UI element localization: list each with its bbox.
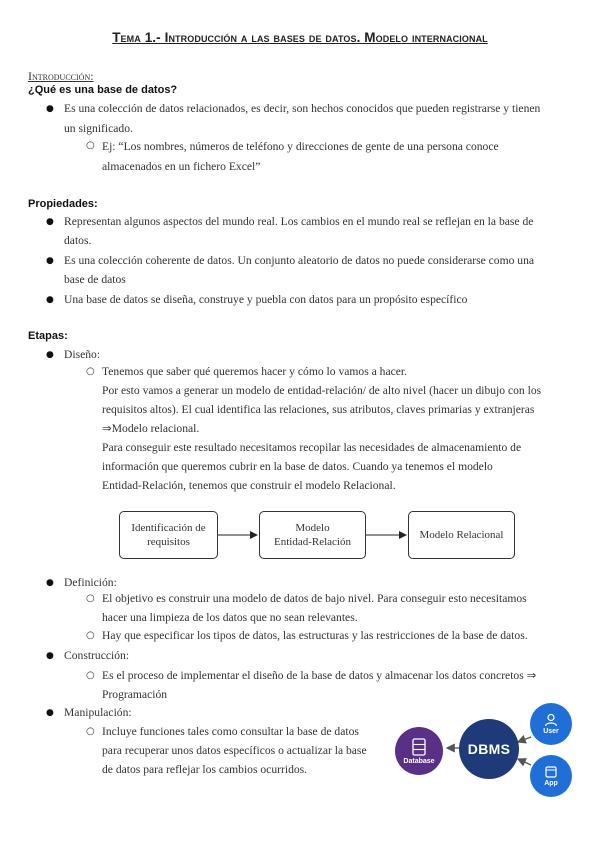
bullet-dot: ● — [46, 350, 54, 360]
box1-line1: Identificación de — [131, 522, 206, 534]
box2-line1: Modelo — [295, 522, 330, 534]
box2-line2: Entidad-Relación — [274, 536, 351, 548]
circle-bullet: ○ — [86, 726, 95, 737]
construccion-label: Construcción: — [64, 649, 130, 662]
app-label: App — [544, 780, 558, 787]
database-label: Database — [403, 757, 435, 765]
bullet-dot: ● — [46, 651, 54, 661]
bullet-dot: ● — [46, 708, 54, 718]
construccion-s1-line2: Programación — [102, 688, 168, 701]
definicion-s2: Hay que especificar los tipos de datos, las estructuras y las restricciones de la base de datos. — [102, 629, 528, 642]
etapas-heading: Etapas: — [28, 330, 68, 342]
diseno-label: Diseño: — [64, 348, 101, 361]
app-to-dbms-arrow — [518, 759, 531, 765]
app-node — [530, 755, 572, 797]
intro-bullet-line1: Es una colección de datos relacionados, es decir, son hechos conocidos que pueden registrarse y tienen — [64, 102, 541, 115]
diseno-line: información que queremos cubrir en la base de datos. Cuando ya tenemos el modelo — [102, 460, 493, 473]
props-b1-line2: datos. — [64, 234, 92, 247]
app-icon — [544, 765, 558, 779]
intro-heading: Introducción: — [28, 69, 94, 83]
page-title: Tema 1.- Introducción a las bases de datos. Modelo internacional — [112, 30, 488, 45]
intro-sub-line1: Ej: “Los nombres, números de teléfono y direcciones de gente de una persona conoce — [102, 140, 499, 153]
diseno-line: Entidad-Relación, tenemos que construir el modelo Relacional. — [102, 479, 396, 492]
circle-bullet: ○ — [86, 366, 95, 377]
manipulacion-s1-line1: Incluye funciones tales como consultar la base de datos — [102, 725, 359, 738]
props-b3: Una base de datos se diseña, construye y puebla con datos para un propósito específico — [64, 293, 468, 306]
props-heading: Propiedades: — [28, 198, 98, 210]
intro-bullet-line2: un significado. — [64, 122, 133, 135]
manipulacion-label: Manipulación: — [64, 706, 132, 719]
definicion-s1-line2: hacer una limpieza de los datos que no sean relevantes. — [102, 611, 358, 624]
circle-bullet: ○ — [86, 593, 95, 604]
diseno-line: Por esto vamos a generar un modelo de entidad-relación/ de alto nivel (hacer un dibujo con los — [102, 384, 542, 397]
box3-label: Modelo Relacional — [419, 529, 504, 541]
diseno-line: requisitos altos). El cual identifica las relaciones, sus atributos, claves primarias y extranjeras — [102, 403, 535, 416]
diseno-line: ⇒Modelo relacional. — [102, 422, 200, 435]
bullet-dot: ● — [46, 104, 54, 114]
bullet-dot: ● — [46, 217, 54, 227]
intro-question: ¿Qué es una base de datos? — [28, 84, 178, 96]
manipulacion-s1-line2: para recuperar unos datos específicos o actualizar la base — [102, 744, 367, 757]
props-b2-line2: base de datos — [64, 273, 126, 286]
circle-bullet: ○ — [86, 630, 95, 641]
diseno-line: Para conseguir este resultado necesitamos recopilar las necesidades de almacenamiento de — [102, 441, 522, 454]
database-icon — [411, 738, 427, 756]
bullet-dot: ● — [46, 578, 54, 588]
props-b1-line1: Representan algunos aspectos del mundo real. Los cambios en el mundo real se reflejan en la base de — [64, 215, 534, 228]
database-node — [395, 727, 443, 775]
bullet-dot: ● — [46, 256, 54, 266]
dbms-label: DBMS — [467, 741, 511, 757]
dbms-node — [459, 719, 519, 779]
bullet-dot: ● — [46, 295, 54, 305]
circle-bullet: ○ — [86, 670, 95, 681]
user-node — [530, 703, 572, 745]
diseno-line: Tenemos que saber qué queremos hacer y cómo lo vamos a hacer. — [102, 365, 408, 378]
user-icon — [544, 713, 558, 727]
definicion-s1-line1: El objetivo es construir una modelo de datos de bajo nivel. Para conseguir esto necesitamos — [102, 592, 527, 605]
user-to-dbms-arrow — [518, 737, 531, 742]
manipulacion-s1-line3: de datos para reflejar los cambios ocurridos. — [102, 763, 308, 776]
construccion-s1-line1: Es el proceso de implementar el diseño de la base de datos y almacenar los datos concretos ⇒ — [102, 669, 537, 682]
circle-bullet: ○ — [86, 140, 95, 151]
user-label: User — [543, 728, 559, 735]
props-b2-line1: Es una colección coherente de datos. Un conjunto aleatorio de datos no puede considerarse como una — [64, 254, 535, 267]
definicion-label: Definición: — [64, 576, 117, 589]
box1-line2: requisitos — [147, 536, 190, 548]
intro-sub-line2: almacenados en un fichero Excel” — [102, 160, 261, 173]
